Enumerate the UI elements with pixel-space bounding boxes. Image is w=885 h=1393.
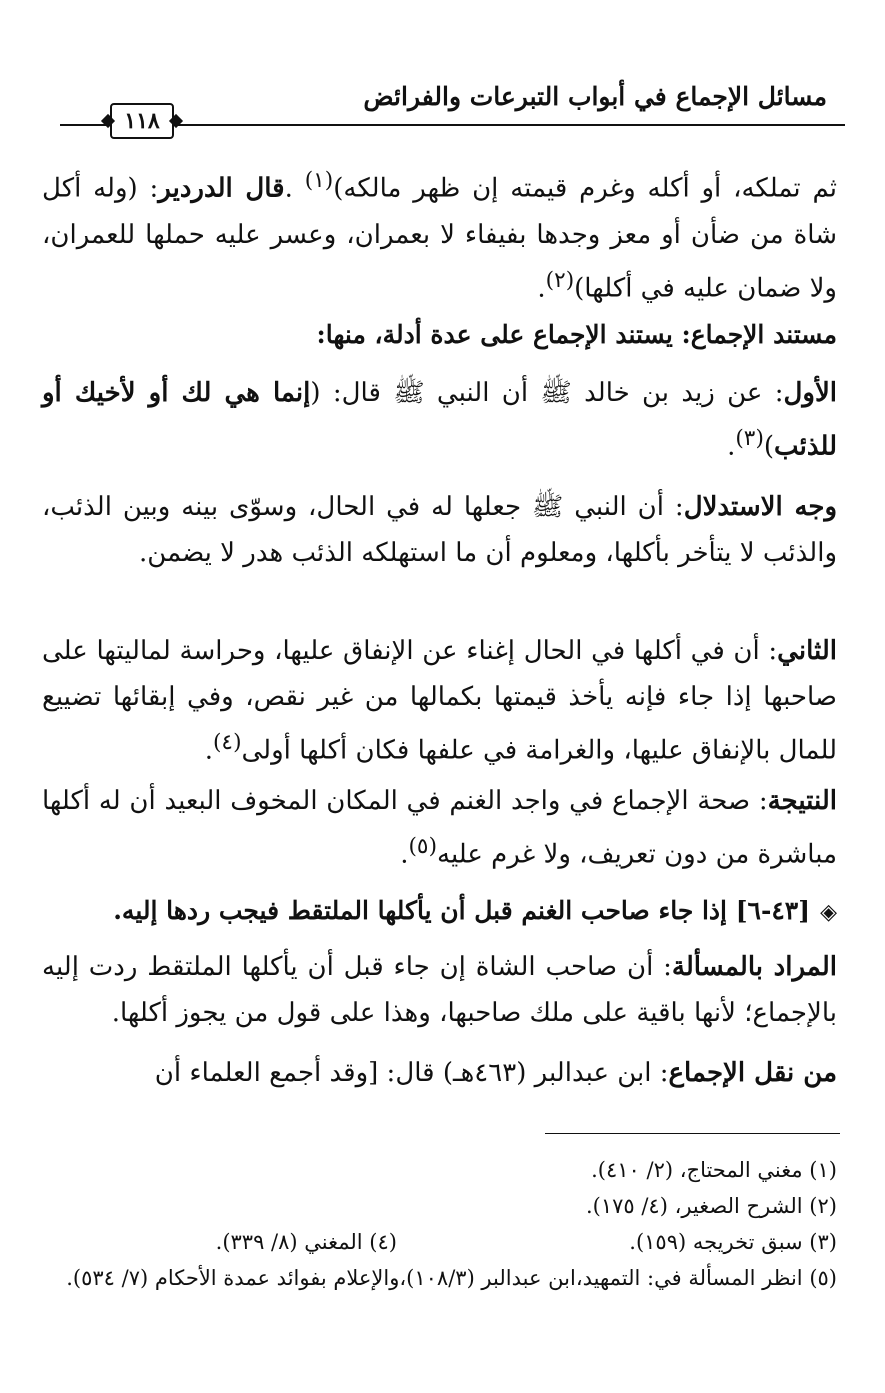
text: . [727, 431, 736, 462]
issue-title: [٤٣-٦] إذا جاء صاحب الغنم قبل أن يأكلها الملتقط فيجب ردها إليه. [113, 896, 811, 925]
label-result: النتيجة [767, 786, 837, 816]
footnote-1: (١) مغني المحتاج، (٢/ ٤١٠). [591, 1158, 837, 1182]
footnote-rule [545, 1133, 840, 1134]
footnote-2: (٢) الشرح الصغير، (٤/ ١٧٥). [585, 1194, 837, 1218]
footnote-5: (٥) انظر المسألة في: التمهيد،ابن عبدالبر (١٠٨/٣)،والإعلام بفوائد عمدة الأحكام (٧/ ٥٣٤). [66, 1266, 837, 1290]
paragraph-first-evidence [42, 370, 837, 470]
footnote-ref: (٣) [735, 426, 764, 451]
label-dardir: قال الدردير [158, 173, 285, 204]
footnote-3: (٣) سبق تخريجه (١٥٩). [629, 1230, 837, 1254]
section-heading-evidence: مستند الإجماع: يستند الإجماع على عدة أدلة، منها: [316, 320, 837, 349]
footnote-ref: (٤) [212, 730, 242, 755]
paragraph-transmitters [42, 1050, 837, 1096]
footnote-ref: (٥) [408, 834, 438, 859]
paragraph-inference [42, 484, 837, 576]
hadith-text: إنما هي لك أو لأخيك أو للذئب [42, 378, 837, 462]
text: ) [763, 431, 775, 462]
text: ثم تملكه، أو أكله وغرم قيمته إن ظهر مالكه) [333, 173, 837, 204]
text: . [537, 273, 546, 304]
label-transmitters: من نقل الإجماع [668, 1058, 837, 1088]
paragraph-continuation [42, 158, 837, 311]
label-first: الأول [783, 378, 838, 408]
footnote-row-3-4 [42, 1224, 837, 1260]
label-meaning: المراد بالمسألة [671, 952, 837, 982]
label-second: الثاني [777, 636, 837, 666]
issue-heading [42, 888, 837, 935]
footnote-ref: (١) [304, 168, 334, 193]
text: . [400, 839, 409, 870]
footnote-ref: (٢) [545, 267, 575, 293]
text: : أن النبي ﷺ جعلها له في الحال، وسوّى بينه وبين الذئب، والذئب لا يتأخر بأكلها، ومعلوم أن ما استهلكه الذئب هدر لا يضمن. [42, 492, 837, 568]
text: : أن في أكلها في الحال إغناء عن الإنفاق عليها، وحراسة لماليتها على صاحبها إذا جاء فإنه يأخذ قيمتها بكمالها من غير نقص، وفي إبقائها تضييع للمال بالإنفاق عليها، والغرامة في علفها فكان أكلها أولى [42, 636, 837, 766]
text: . [204, 735, 213, 766]
paragraph-result [42, 778, 837, 878]
text: : عن زيد بن خالد ﷺ أن النبي ﷺ قال: ( [310, 378, 784, 408]
paragraph-second-evidence [42, 628, 837, 774]
label-inference: وجه الاستدلال [683, 492, 838, 522]
diamond-icon: ◈ [820, 899, 837, 925]
text: : (وله أكل شاة من ضأن أو معز وجدها بفيفاء لا بعمران، وعسر عليه حملها للعمران، ولا ضمان عليه في أكلها) [42, 173, 837, 304]
running-title: مسائل الإجماع في أبواب التبرعات والفرائض [363, 82, 827, 111]
text: : أن صاحب الشاة إن جاء قبل أن يأكلها الملتقط ردت إليه بالإجماع؛ لأنها باقية على ملك صاحبها، وهذا على قول من يجوز أكلها. [42, 952, 837, 1028]
footnote-4: (٤) المغني (٨/ ٣٣٩). [215, 1230, 397, 1254]
text: . [284, 173, 305, 204]
text: : صحة الإجماع في واجد الغنم في المكان المخوف البعيد أن له أكلها مباشرة من دون تعريف، ولا غرم عليه [42, 786, 837, 870]
paragraph-meaning [42, 944, 837, 1036]
text: : ابن عبدالبر (٤٦٣هـ) قال: [وقد أجمع العلماء أن [154, 1058, 669, 1088]
page-number: ١١٨ [110, 103, 174, 139]
footnotes [42, 1152, 837, 1296]
